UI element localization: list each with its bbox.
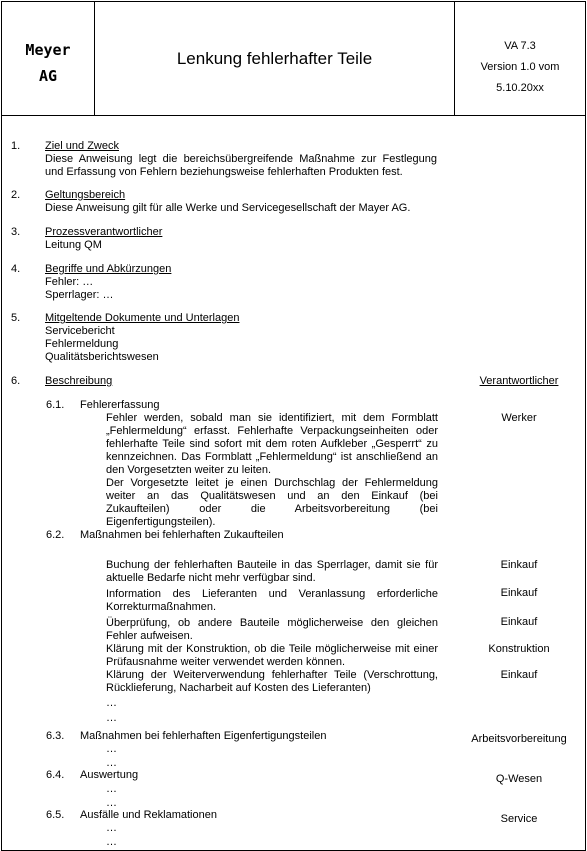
body-line: Rücklieferung, Nacharbeit auf Kosten des Lieferanten) [106,682,371,694]
body-line: Der Vorgesetzte leitet je einen Durchschlag der Fehlermeldung [106,477,438,489]
body-line: Diese Anweisung gilt für alle Werke und Servicegesellschaft der Mayer AG. [45,202,411,214]
body-line: den Vorgesetzten weiter zu leiten. [106,464,272,476]
responsible-label: Einkauf [500,616,538,628]
subsection-title: Fehlererfassung [80,399,160,411]
body-line: Fehler aufweisen. [106,630,193,642]
section-heading: Beschreibung [45,375,113,387]
section-number: 3. [11,226,21,238]
subsection-number: 6.4. [46,769,65,781]
document-header [2,2,585,116]
responsible-label: Service [500,813,538,825]
measure-item [106,559,438,585]
ellipsis-line: … [106,743,117,755]
responsible-label: Einkauf [500,559,538,571]
subsection-title: Auswertung [80,769,139,781]
document-title: Lenkung fehlerhafter Teile [95,2,455,115]
subsection-title: Ausfälle und Reklamationen [80,809,217,821]
version-date: 5.10.20xx [496,82,544,94]
body-line: kennzeichnen. Das Formblatt „Fehlermeldung“ ist anschließend an [106,451,438,463]
body-line: fehlerhafte Teile sind sofort mit dem roten Aufkleber „Gesperrt“ zu [106,438,438,450]
ellipsis-line: … [106,783,117,795]
subsection-number: 6.1. [46,399,65,411]
body-line: weiter an das Qualitätswesen und an den Einkauf (bei [106,490,438,502]
section-heading: Mitgeltende Dokumente und Unterlagen [45,312,240,324]
body-line: Leitung QM [45,239,102,251]
measure-item [106,617,438,643]
section-heading: Begriffe und Abkürzungen [45,263,172,275]
responsible-label: Werker [501,412,537,424]
body-line: Fehlermeldung [45,338,119,350]
section-number: 4. [11,263,21,275]
body-line: Fehler werden, sobald man sie identifiziert, mit dem Formblatt [106,412,438,424]
version-label: Version 1.0 vom [480,61,560,73]
section-heading: Geltungsbereich [45,189,126,201]
body-line: Eigenfertigungsteilen). [106,516,216,528]
section-number: 6. [11,375,21,387]
body-line: Information des Lieferanten und Veranlassung erforderliche [106,588,438,600]
subsection-title: Maßnahmen bei fehlerhaften Eigenfertigungsteilen [80,730,327,742]
measure-item [106,643,438,669]
body-line: aktuelle Bedarfe nicht mehr verfügbar sind. [106,572,316,584]
responsible-label: Arbeitsvorbereitung [471,733,567,745]
body-line: und Erfassung von Fehlern beziehungsweise fehlerhaften Produkten fest. [45,166,403,178]
measure-item [106,588,438,614]
body-line: Klärung mit der Konstruktion, ob die Teile möglicherweise mit einer [106,643,438,655]
section-number: 5. [11,312,21,324]
ellipsis-line: … [106,836,117,848]
ellipsis-line: … [106,797,117,809]
subsection-body [106,412,438,529]
subsection-number: 6.3. [46,730,65,742]
responsible-label: Einkauf [500,669,538,681]
body-line: „Fehlermeldung“ erfasst. Fehlerhafte Verpackungseinheiten oder [106,425,438,437]
responsible-column-header: Verantwortlicher [479,375,559,387]
subsection-number: 6.5. [46,809,65,821]
section-body [45,153,437,179]
company-logo [2,2,95,115]
logo-line-1: Meyer [25,41,71,59]
body-line: Fehler: … [45,276,94,288]
body-line: Überprüfung, ob andere Bauteile möglicherweise den gleichen [106,617,438,629]
body-line: Klärung der Weiterverwendung fehlerhafter Teile (Verschrottung, [106,669,438,681]
section-number: 1. [11,140,21,152]
subsection-number: 6.2. [46,529,65,541]
body-line: Diese Anweisung legt die bereichsübergreifende Maßnahme zur Festlegung [45,153,437,165]
body-line: Prüfausnahme weiter verwendet werden können. [106,656,346,668]
responsible-label: Konstruktion [488,643,550,655]
section-heading: Prozessverantwortlicher [45,226,163,238]
logo-line-2: AG [38,67,58,85]
section-heading: Ziel und Zweck [45,140,119,152]
ellipsis-line: … [106,757,117,769]
ellipsis-line: … [106,712,117,724]
ellipsis-line: … [106,822,117,834]
body-line: Buchung der fehlerhaften Bauteile in das Sperrlager, damit sie für [106,559,438,571]
section-number: 2. [11,189,21,201]
responsible-label: Einkauf [500,587,538,599]
body-line: Korrekturmaßnahmen. [106,601,217,613]
responsible-label: Q-Wesen [495,773,543,785]
body-line: Sperrlager: … [45,289,114,301]
version-code: VA 7.3 [504,40,536,52]
body-line: Zukaufteilen) oder die Arbeitsvorbereitung (bei [106,503,438,515]
measure-item [106,669,438,695]
ellipsis-line: … [106,697,117,709]
subsection-title: Maßnahmen bei fehlerhaften Zukaufteilen [80,529,284,541]
body-line: Qualitätsberichtswesen [45,351,159,363]
body-line: Servicebericht [45,325,115,337]
